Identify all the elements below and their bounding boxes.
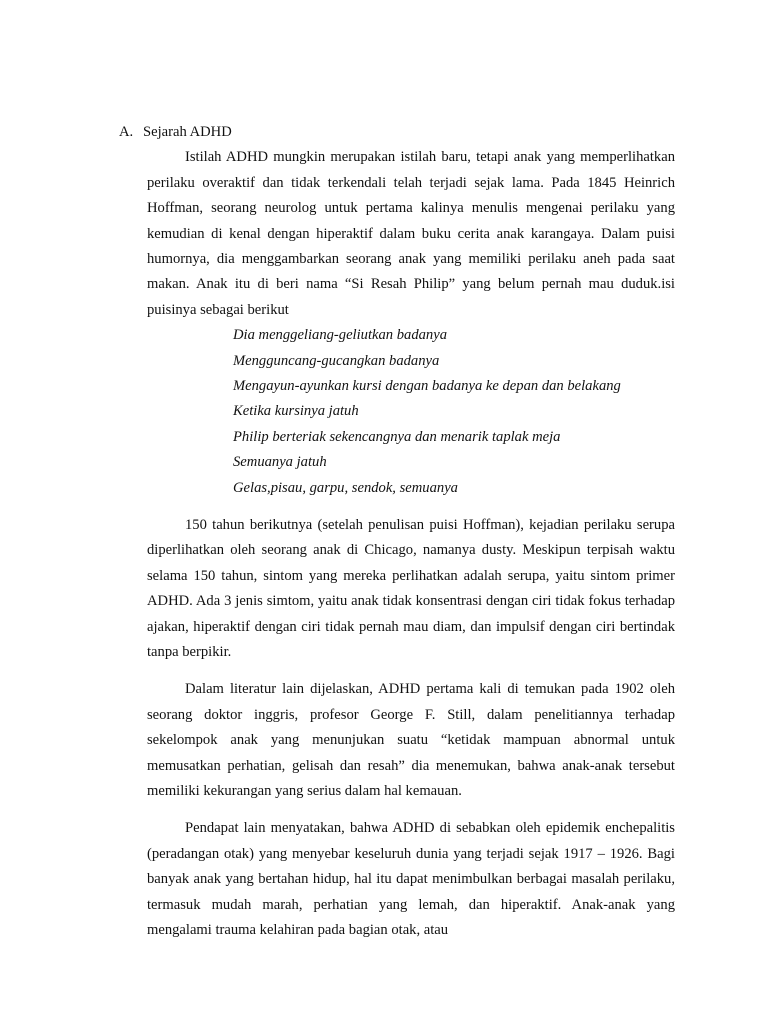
- poem-block: [233, 323, 675, 501]
- paragraph-history-intro: Istilah ADHD mungkin merupakan istilah baru, tetapi anak yang memperlihatkan perilaku overaktif dan tidak terkendali telah terjadi sejak lama. Pada 1845 Heinrich Hoffman, seorang neurolog untuk pertama kalinya menulis mengenai perilaku yang kemudian di kenal dengan hiperaktif dalam buku cerita anak karangaya. Dalam puisi humornya, dia menggambarkan seorang anak yang memiliki perilaku aneh pada saat makan. Anak itu di beri nama “Si Resah Philip” yang belum pernah mau duduk.isi puisinya sebagai berikut: [147, 149, 675, 318]
- poem-line: Mengguncang-gucangkan badanya: [233, 352, 440, 369]
- paragraph-encephalitis: Pendapat lain menyatakan, bahwa ADHD di sebabkan oleh epidemik enchepalitis (peradangan otak) yang menyebar keseluruh dunia yang terjadi sejak 1917 – 1926. Bagi banyak anak yang bertahan hidup, hal itu dapat menimbulkan berbagai masalah perilaku, termasuk mudah marah, perhatian yang lemah, dan hiperaktif. Anak-anak yang mengalami trauma kelahiran pada bagian otak, atau: [147, 820, 675, 939]
- poem-line: Dia menggeliang-geliutkan badanya: [233, 327, 447, 344]
- page-content: [119, 120, 675, 943]
- section-title: Sejarah ADHD: [143, 124, 232, 140]
- paragraph-still-1902: Dalam literatur lain dijelaskan, ADHD pertama kali di temukan pada 1902 oleh seorang doktor inggris, profesor George F. Still, dalam penelitiannya terhadap sekelompok anak yang menunjukan suatu “ketidak mampuan abnormal untuk memusatkan perhatian, gelisah dan resah” dia menemukan, bahwa anak-anak tersebut memiliki kekurangan yang serius dalam hal kemauan.: [147, 681, 675, 800]
- poem-line: Semuanya jatuh: [233, 454, 327, 471]
- poem-line: Ketika kursinya jatuh: [233, 403, 359, 420]
- poem-line: Gelas,pisau, garpu, sendok, semuanya: [233, 479, 458, 496]
- section-heading: [119, 120, 675, 145]
- poem-line: Mengayun-ayunkan kursi dengan badanya ke depan dan belakang: [233, 378, 621, 395]
- poem-line: Philip berteriak sekencangnya dan menarik taplak meja: [233, 428, 561, 445]
- paragraph-chicago: 150 tahun berikutnya (setelah penulisan puisi Hoffman), kejadian perilaku serupa diperlihatkan oleh seorang anak di Chicago, namanya dusty. Meskipun terpisah waktu selama 150 tahun, sintom yang mereka perlihatkan adalah serupa, yaitu sintom primer ADHD. Ada 3 jenis simtom, yaitu anak tidak konsentrasi dengan ciri tidak fokus terhadap ajakan, hiperaktif dengan ciri tidak pernah mau diam, dan impulsif dengan ciri bertindak tanpa berpikir.: [147, 516, 675, 660]
- section-number: A.: [119, 124, 134, 140]
